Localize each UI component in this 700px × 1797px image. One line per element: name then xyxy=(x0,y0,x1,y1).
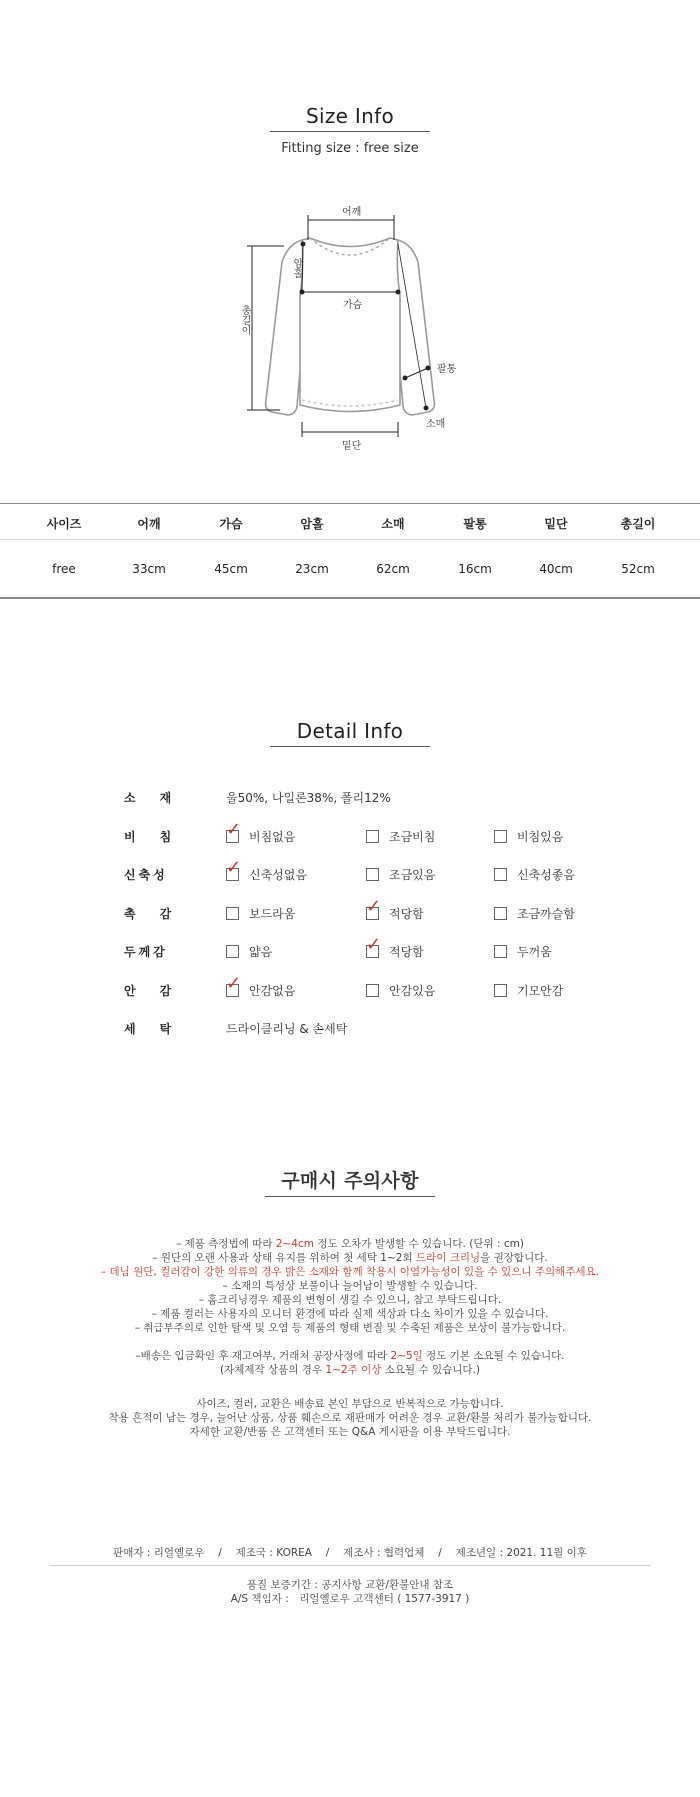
checkmark-icon: ✓ xyxy=(366,896,382,917)
size-table-header: 팔통 xyxy=(463,517,487,531)
notice-line: – 원단의 오랜 사용과 상태 유지를 위하여 첫 세탁 1~2회 드라이 크리닝을 권장합니다. xyxy=(152,1252,548,1264)
exchange-line: 착용 흔적이 남는 경우, 늘어난 상품, 상품 훼손으로 재판매가 어려운 경우 교환/환불 처리가 불가능합니다. xyxy=(108,1412,592,1424)
option-checked: ✓ 적당함 xyxy=(366,934,424,959)
checkbox-icon xyxy=(226,907,239,920)
option-checked: ✓ 적당함 xyxy=(366,896,424,921)
transparency-label: 비 침 xyxy=(124,830,178,844)
label-total-length: 총길이 xyxy=(239,305,250,335)
checkbox-icon xyxy=(366,984,379,997)
size-table-header: 소매 xyxy=(381,517,405,531)
size-info-underline xyxy=(270,131,430,132)
option: 기모안감 xyxy=(494,982,563,998)
checkbox-icon xyxy=(494,984,507,997)
notice-underline xyxy=(265,1196,435,1197)
size-table-header: 암홀 xyxy=(300,517,324,531)
size-table-header: 사이즈 xyxy=(46,517,82,531)
checkmark-icon: ✓ xyxy=(226,857,242,878)
label-arm-width: 팔통 xyxy=(437,364,457,375)
shipping-line: (자체제작 상품의 경우 1~2주 이상 소요될 수 있습니다.) xyxy=(220,1364,480,1376)
option: 두꺼움 xyxy=(494,943,552,959)
label-hem: 밑단 xyxy=(342,441,362,452)
checkbox-icon xyxy=(494,868,507,881)
size-table-header: 가슴 xyxy=(219,517,243,531)
checkbox-icon xyxy=(226,857,242,881)
label-sleeve: 소매 xyxy=(426,419,446,430)
checkmark-icon: ✓ xyxy=(366,934,382,955)
option-checked: ✓ 안감없음 xyxy=(226,973,296,998)
size-table-cell: 23cm xyxy=(295,562,329,576)
notice-title: 구매시 주의사항 xyxy=(281,1170,419,1192)
as-contact: A/S 책임자 : 리얼옐로우 고객센터 ( 1577-3917 ) xyxy=(230,1593,470,1605)
option: 보드라움 xyxy=(226,905,295,921)
size-table-cell: 16cm xyxy=(458,562,492,576)
checkbox-icon xyxy=(226,819,242,843)
size-table-header: 밑단 xyxy=(544,517,568,531)
size-table-cell: 62cm xyxy=(376,562,410,576)
checkmark-icon: ✓ xyxy=(226,973,242,994)
material-label: 소 재 xyxy=(124,791,178,805)
size-table-header: 어깨 xyxy=(137,517,161,531)
notice-line-warning: – 데님 원단, 컬러감이 강한 의류의 경우 밝은 소재와 함께 착용시 이염가능성이 있을 수 있으니 주의해주세요. xyxy=(100,1266,600,1278)
stretch-label: 신축성 xyxy=(124,868,168,882)
checkbox-icon xyxy=(366,934,382,958)
checkbox-icon xyxy=(494,945,507,958)
size-table-cell: 40cm xyxy=(539,562,573,576)
option: 조금비침 xyxy=(366,828,435,844)
checkbox-icon xyxy=(494,830,507,843)
option: 신축성좋음 xyxy=(494,866,575,882)
shipping-line: –배송은 입금확인 후 재고여부, 거래처 공장사정에 따라 2~5일 정도 기본 소요될 수 있습니다. xyxy=(135,1350,565,1362)
size-table-cell: 45cm xyxy=(214,562,248,576)
seller-info: 판매자 : 리얼옐로우 / 제조국 : KOREA / 제조사 : 협력업체 / 제조년일 : 2021. 11월 이후 xyxy=(113,1547,587,1559)
texture-label: 촉 감 xyxy=(124,907,178,921)
exchange-line: 사이즈, 컬러, 교환은 배송료 본인 부담으로 반복적으로 가능합니다. xyxy=(196,1398,504,1410)
detail-info-title: Detail Info xyxy=(296,719,404,743)
checkbox-icon xyxy=(366,896,382,920)
checkbox-icon xyxy=(226,973,242,997)
warranty-info: 품질 보증기간 : 공지사항 교환/환불안내 참조 xyxy=(246,1579,454,1591)
option: 비침있음 xyxy=(494,828,563,844)
checkmark-icon: ✓ xyxy=(226,819,242,840)
checkbox-icon xyxy=(494,907,507,920)
label-shoulder: 어깨 xyxy=(342,207,362,218)
notice-line: – 홈크리닝경우 제품의 변형이 생길 수 있으니, 참고 부탁드립니다. xyxy=(198,1294,502,1306)
notice-line: – 소재의 특성상 보풀이나 늘어남이 발생할 수 있습니다. xyxy=(222,1280,478,1292)
label-chest: 가슴 xyxy=(343,300,363,311)
footer-divider xyxy=(50,1565,650,1566)
size-table-cell: 52cm xyxy=(621,562,655,576)
material-value: 울50%, 나일론38%, 폴리12% xyxy=(226,791,391,805)
thickness-label: 두께감 xyxy=(124,945,168,959)
fitting-size: Fitting size : free size xyxy=(281,141,419,156)
option: 얇음 xyxy=(226,943,272,959)
label-armhole: 암홀 xyxy=(291,258,302,278)
washing-value: 드라이클리닝 & 손세탁 xyxy=(226,1022,348,1036)
option-checked: ✓ 비침없음 xyxy=(226,819,296,844)
checkbox-icon xyxy=(366,830,379,843)
washing-label: 세 탁 xyxy=(124,1022,178,1036)
checkbox-icon xyxy=(226,945,239,958)
size-table-header: 총길이 xyxy=(620,517,656,531)
notice-line: – 제품 측정법에 따라 2~4cm 정도 오차가 발생할 수 있습니다. (단위 : cm) xyxy=(176,1238,524,1250)
size-table-cell: 33cm xyxy=(132,562,166,576)
option: 조금까슬함 xyxy=(494,905,575,921)
option: 안감있음 xyxy=(366,982,435,998)
notice-line: – 취급부주의로 인한 탈색 및 오염 등 제품의 형태 변질 및 수축된 제품은 보상이 불가능합니다. xyxy=(134,1322,566,1334)
option-checked: ✓ 신축성없음 xyxy=(226,857,307,882)
option: 조금있음 xyxy=(366,866,435,882)
checkbox-icon xyxy=(366,868,379,881)
detail-info-underline xyxy=(270,746,430,747)
size-table-cell: free xyxy=(52,562,76,576)
exchange-line: 자세한 교환/반품 은 고객센터 또는 Q&A 게시판을 이용 부탁드립니다. xyxy=(189,1426,511,1438)
lining-label: 안 감 xyxy=(124,984,178,998)
size-info-title: Size Info xyxy=(306,104,394,128)
notice-line: – 제품 컬러는 사용자의 모니터 환경에 따라 실제 색상과 다소 차이가 있을 수 있습니다. xyxy=(151,1308,549,1320)
